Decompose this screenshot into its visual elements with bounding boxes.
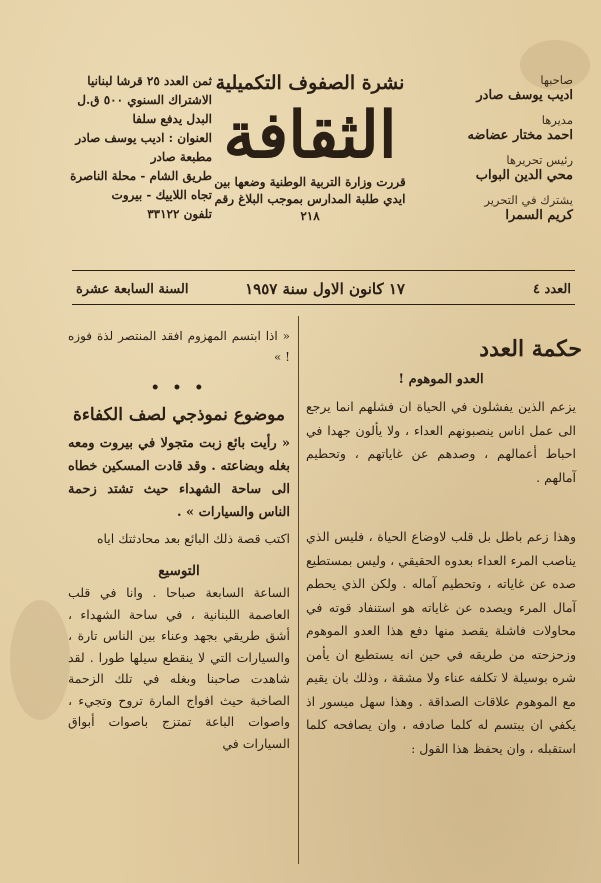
price-line: ثمن العدد ٢٥ قرشا لبنانيا (87, 74, 212, 88)
phone-line: تلفون ٣٣١٢٢ (147, 207, 212, 221)
article-model-essay (68, 318, 290, 754)
column-heading: حكمة العدد (479, 336, 582, 362)
staff-editor: محي الدين البواب (475, 168, 573, 183)
volume-year: السنة السابعة عشرة (76, 282, 189, 297)
payment-line: البدل يدفع سلفا (132, 112, 212, 126)
article-wisdom-of-issue (306, 318, 582, 760)
divider (72, 304, 575, 305)
paragraph: وهذا زعم باطل بل قلب لاوضاع الحياة ، فليس الذي يناصب المرء العداء بعدوه الحقيقي ، وليس بمستطيع صده عن غاياته ، وتحطيم آماله . ولكن الذي يحطم آمال المرء ويصده عن غاياته هو استنفاد قوته في محاولات فاشلة يقصد منها دفع هذا العدو الموهوم وزحزحته من طريقه في حين انه يستطيع ان يأمن شره بوسيلة لا تكلفه عناء ولا مشقة ، وذلك بان يقيم مع الموهوم علاقات الصداقة . وهذا سهل ميسور اذ يكفي ان يبتسم له كلما صادفه ، وان يصافحه كلما استقبله ، وان يحفظ هذا القول : (306, 529, 576, 756)
masthead-supertitle: نشرة الصفوف التكميلية (215, 72, 405, 94)
staff-label: رئيس تحريرها (506, 153, 573, 167)
issue-number: العدد ٤ (533, 282, 571, 297)
staff-label: صاحبها (540, 73, 573, 87)
staff-owner: اديب يوسف صادر (476, 88, 573, 103)
masthead-subtitle: ايدي طلبة المدارس بموجب البلاغ رقم ٢١٨ (214, 192, 406, 223)
date-bar (72, 276, 575, 302)
subscription-line: الاشتراك السنوي ٥٠٠ ق.ل (77, 93, 212, 107)
address-line: العنوان : اديب يوسف صادر (75, 131, 212, 145)
masthead-logo: الثقافة (223, 98, 397, 173)
masthead-pricing-address (24, 72, 212, 224)
staff-label: يشترك في التحرير (484, 193, 573, 207)
staff-director: احمد مختار عضاضه (467, 128, 573, 143)
masthead-title-block (205, 68, 415, 278)
section-subheading: التوسيع (158, 563, 200, 579)
masthead-staff (423, 72, 573, 232)
address-line: تجاه اللاييك - بيروت (111, 188, 212, 202)
address-line: مطبعة صادر (150, 150, 212, 164)
divider (72, 270, 575, 271)
article-subheading: العدو الموهوم ! (398, 371, 484, 387)
section-ornament: • • • (150, 380, 208, 396)
paper-stain (10, 600, 70, 720)
paragraph: الساعة السابعة صباحا . وانا في قلب العاصمة اللبنانية ، في ساحة الشهداء ، أشق طريقي بجهد وعناء بين الناس تارة ، والسيارات التي لا ينقطع سيلها طورا . لقد شاهدت صاحبنا وبغله في تلك الزحمة الصاخبة حيث افواج المارة تروح وتجيء ، واصوات الباعة تمتزج باصوات أبواق السيارات في (68, 585, 290, 751)
staff-label: مديرها (541, 113, 573, 127)
essay-instruction: اكتب قصة ذلك البائع بعد محادثتك اياه (96, 531, 290, 546)
essay-prompt: « رأيت بائع زبت متجولا في بيروت ومعه بغله وبضاعته . وقد قادت المسكين خطاه الى ساحة الشهداء حيث تشتد زحمة الناس والسيارات » . (68, 436, 290, 520)
paragraph: يزعم الذين يفشلون في الحياة ان فشلهم انما يرجع الى عمل اناس ينصبونهم العداء ، ولا يألون جهدا في احباط أعمالهم ، وصدهم عن غاياتهم ، وتحطيم آمالهم . (306, 399, 576, 485)
column-divider (298, 316, 299, 864)
pull-quote: « اذا ابتسم المهزوم افقد المنتصر لذة فوزه ! » (68, 329, 290, 364)
address-line: طريق الشام - محلة الناصرة (70, 169, 212, 183)
masthead-subtitle: قررت وزارة التربية الوطنية وضعها بين (214, 175, 406, 189)
masthead (0, 50, 601, 270)
issue-date: ١٧ كانون الاول سنة ١٩٥٧ (245, 280, 405, 298)
column-heading: موضوع نموذجي لصف الكفاءة (72, 405, 286, 425)
staff-contributor: كريم السمرا (505, 208, 573, 223)
